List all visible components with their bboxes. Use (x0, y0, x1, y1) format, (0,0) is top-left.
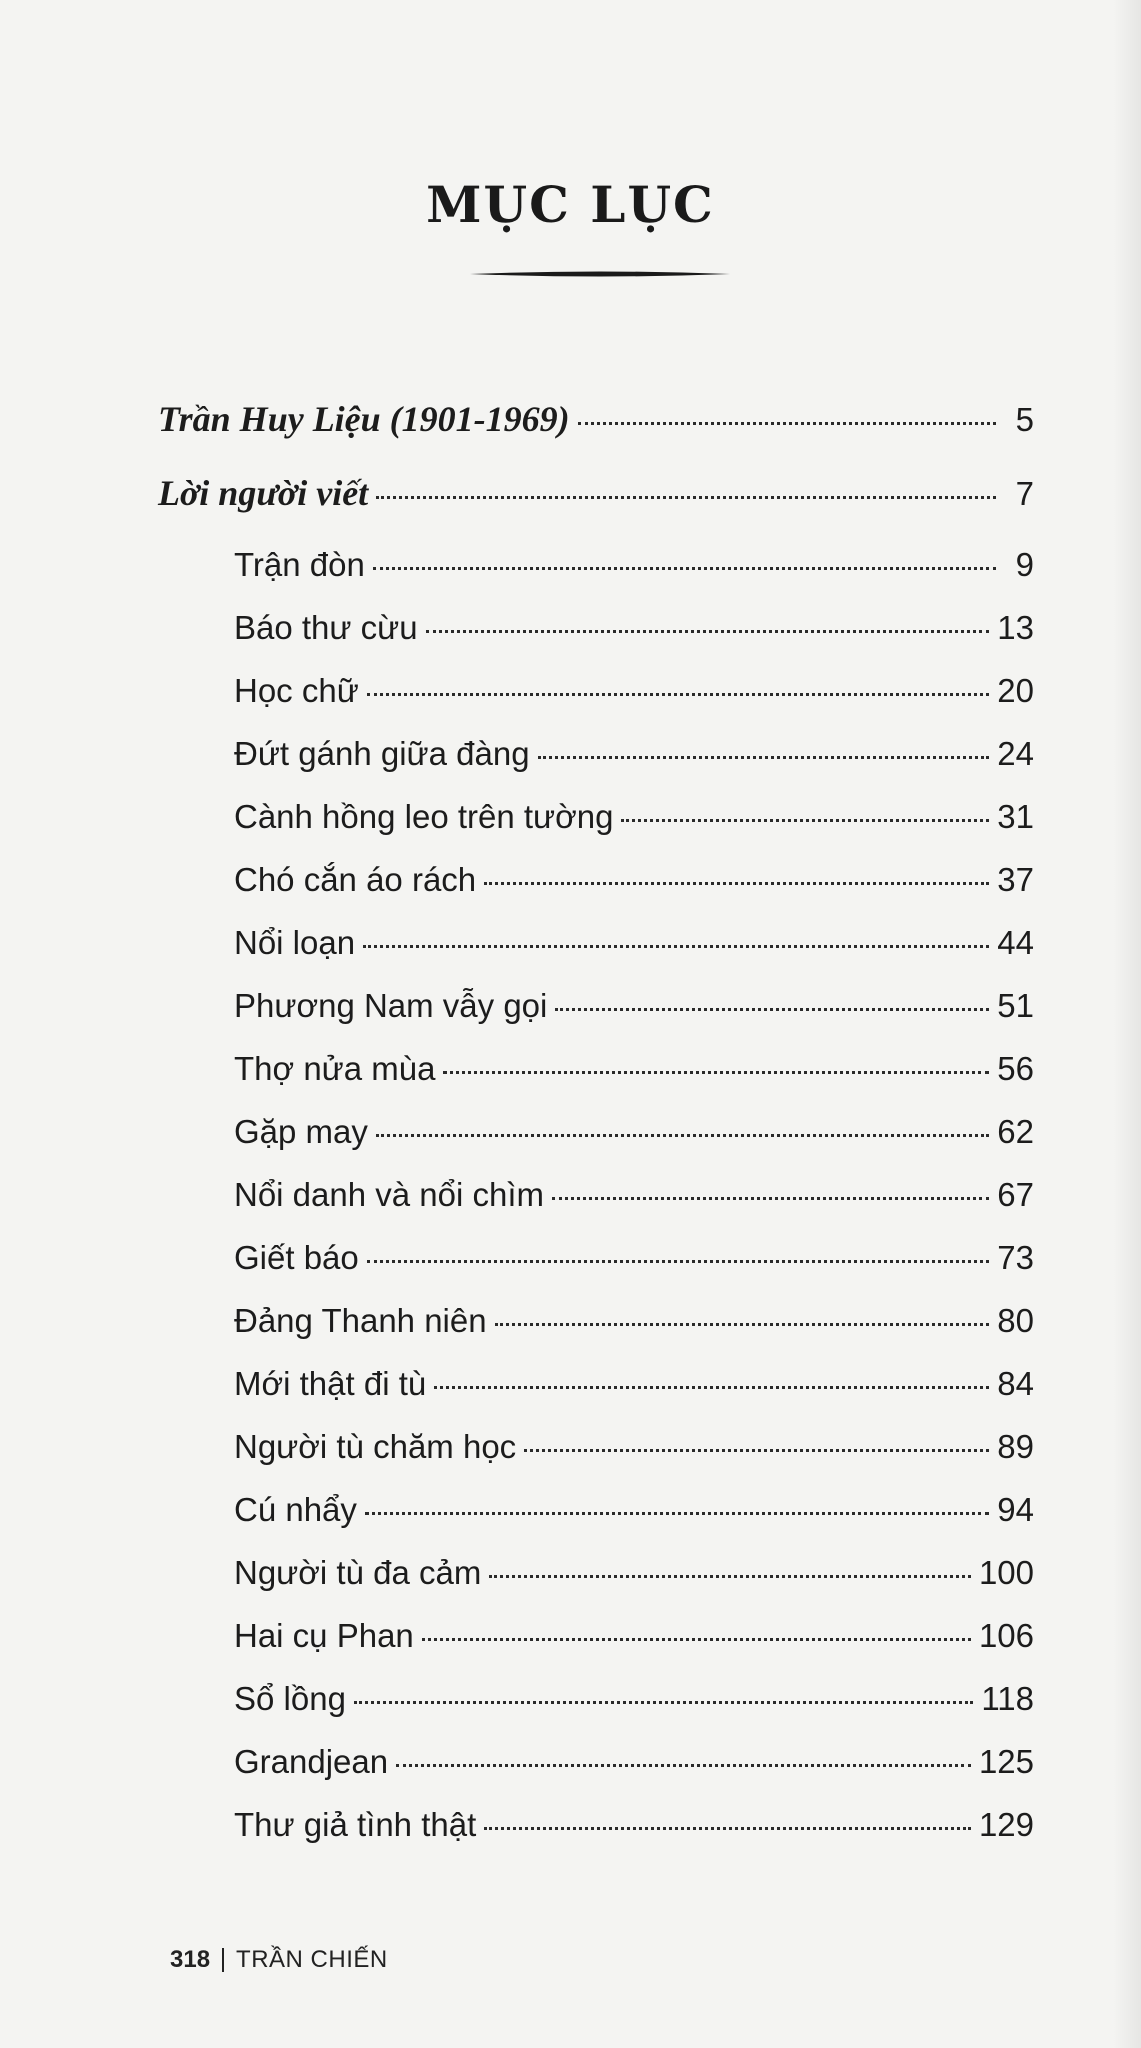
dot-leader (365, 1512, 989, 1515)
toc-page-number: 9 (1015, 546, 1034, 583)
toc-entry-title: Đứt gánh giữa đàng (234, 735, 530, 772)
toc-entry-title: Đảng Thanh niên (234, 1302, 487, 1339)
toc-page-number: 37 (997, 861, 1034, 898)
scan-edge-shadow (1113, 0, 1141, 2048)
toc-entry-chapter (158, 672, 1034, 735)
toc-entry-chapter (158, 1806, 1034, 1869)
dot-leader (367, 1260, 990, 1263)
toc-entry-chapter (158, 1554, 1034, 1617)
toc-page-number: 94 (997, 1491, 1034, 1528)
toc-entry-chapter (158, 1239, 1034, 1302)
dot-leader (434, 1386, 989, 1389)
toc-entry-title: Thư giả tình thật (234, 1806, 477, 1843)
dot-leader (443, 1071, 989, 1074)
dot-leader (354, 1701, 973, 1704)
dot-leader (363, 945, 989, 948)
toc-entry-chapter (158, 1680, 1034, 1743)
toc-entry-title: Hai cụ Phan (234, 1617, 414, 1654)
toc-entry-title: Gặp may (234, 1113, 368, 1150)
toc-page-number: 24 (997, 735, 1034, 772)
toc-entry-title: Chó cắn áo rách (234, 861, 477, 898)
toc-entry-chapter (158, 1302, 1034, 1365)
dot-leader (621, 819, 989, 822)
dot-leader (373, 567, 996, 570)
toc-entry-chapter (158, 987, 1034, 1050)
toc-entry-title: Trận đòn (234, 546, 365, 583)
toc-entry-chapter (158, 735, 1034, 798)
dot-leader (367, 693, 989, 696)
page-title: MỤC LỤC (426, 175, 715, 234)
toc-entry-title: Lời người viết (158, 473, 369, 513)
toc-entry-front-matter (158, 398, 1034, 472)
toc-entry-chapter (158, 1365, 1034, 1428)
toc-page-number: 129 (978, 1806, 1034, 1843)
author-name: TRẦN CHIẾN (236, 1946, 388, 1973)
toc-page-number: 51 (997, 987, 1034, 1024)
page-footer (170, 1946, 388, 1974)
toc-entry-title: Cú nhẩy (234, 1491, 357, 1528)
dot-leader (422, 1638, 971, 1641)
toc-entry-title: Học chữ (234, 672, 359, 709)
toc-page-number: 89 (997, 1428, 1034, 1465)
dot-leader (484, 882, 989, 885)
page-number: 318 (170, 1946, 211, 1973)
toc-page-number: 31 (997, 798, 1034, 835)
dot-leader (552, 1197, 989, 1200)
toc-entry-title: Báo thư cừu (234, 609, 418, 646)
toc-entry-chapter (158, 1428, 1034, 1491)
toc-entry-title: Cành hồng leo trên tường (234, 798, 614, 835)
title-divider (470, 270, 730, 278)
footer-separator (222, 1948, 224, 1972)
toc-page-number: 100 (978, 1554, 1034, 1591)
toc-entry-chapter (158, 1113, 1034, 1176)
toc-page-number: 13 (997, 609, 1034, 646)
dot-leader (495, 1323, 990, 1326)
toc-page-number: 106 (978, 1617, 1034, 1654)
toc-page-number: 5 (1015, 401, 1034, 438)
toc-entry-chapter (158, 1176, 1034, 1239)
toc-entry-chapter (158, 1617, 1034, 1680)
dot-leader (376, 496, 996, 499)
toc-page-number: 80 (997, 1302, 1034, 1339)
dot-leader (524, 1449, 989, 1452)
toc-page-number: 7 (1015, 475, 1034, 512)
toc-entry-chapter (158, 609, 1034, 672)
toc-entry-title: Sổ lồng (234, 1680, 346, 1717)
toc-entry-title: Nổi danh và nổi chìm (234, 1176, 545, 1213)
toc-page-number: 73 (997, 1239, 1034, 1276)
toc-entry-title: Giết báo (234, 1239, 359, 1276)
toc-page-number: 67 (997, 1176, 1034, 1213)
toc-entry-chapter (158, 861, 1034, 924)
toc-entry-title: Người tù chăm học (234, 1428, 517, 1465)
dot-leader (489, 1575, 971, 1578)
toc-page-number: 118 (981, 1680, 1034, 1717)
dot-leader (538, 756, 990, 759)
toc-entry-title: Grandjean (234, 1743, 389, 1780)
toc-entry-chapter (158, 1491, 1034, 1554)
toc-page-number: 44 (997, 924, 1034, 961)
toc-entry-chapter (158, 1743, 1034, 1806)
toc-entry-chapter (158, 1050, 1034, 1113)
toc-page-number: 125 (978, 1743, 1034, 1780)
dot-leader (555, 1008, 989, 1011)
table-of-contents (158, 398, 1034, 1869)
toc-entry-title: Mới thật đi tù (234, 1365, 427, 1402)
toc-page-number: 84 (997, 1365, 1034, 1402)
dot-leader (484, 1827, 971, 1830)
toc-entry-title: Người tù đa cảm (234, 1554, 482, 1591)
toc-page-number: 62 (997, 1113, 1034, 1150)
dot-leader (578, 422, 996, 425)
dot-leader (396, 1764, 971, 1767)
toc-entry-chapter (158, 546, 1034, 609)
dot-leader (426, 630, 990, 633)
toc-entry-chapter (158, 924, 1034, 987)
toc-entry-title: Nổi loạn (234, 924, 356, 961)
toc-entry-chapter (158, 798, 1034, 861)
toc-page-number: 56 (997, 1050, 1034, 1087)
toc-page-number: 20 (997, 672, 1034, 709)
toc-entry-front-matter (158, 472, 1034, 546)
dot-leader (376, 1134, 989, 1137)
toc-entry-title: Thợ nửa mùa (234, 1050, 436, 1087)
toc-entry-title: Trần Huy Liệu (1901-1969) (158, 399, 570, 439)
toc-entry-title: Phương Nam vẫy gọi (234, 987, 548, 1024)
